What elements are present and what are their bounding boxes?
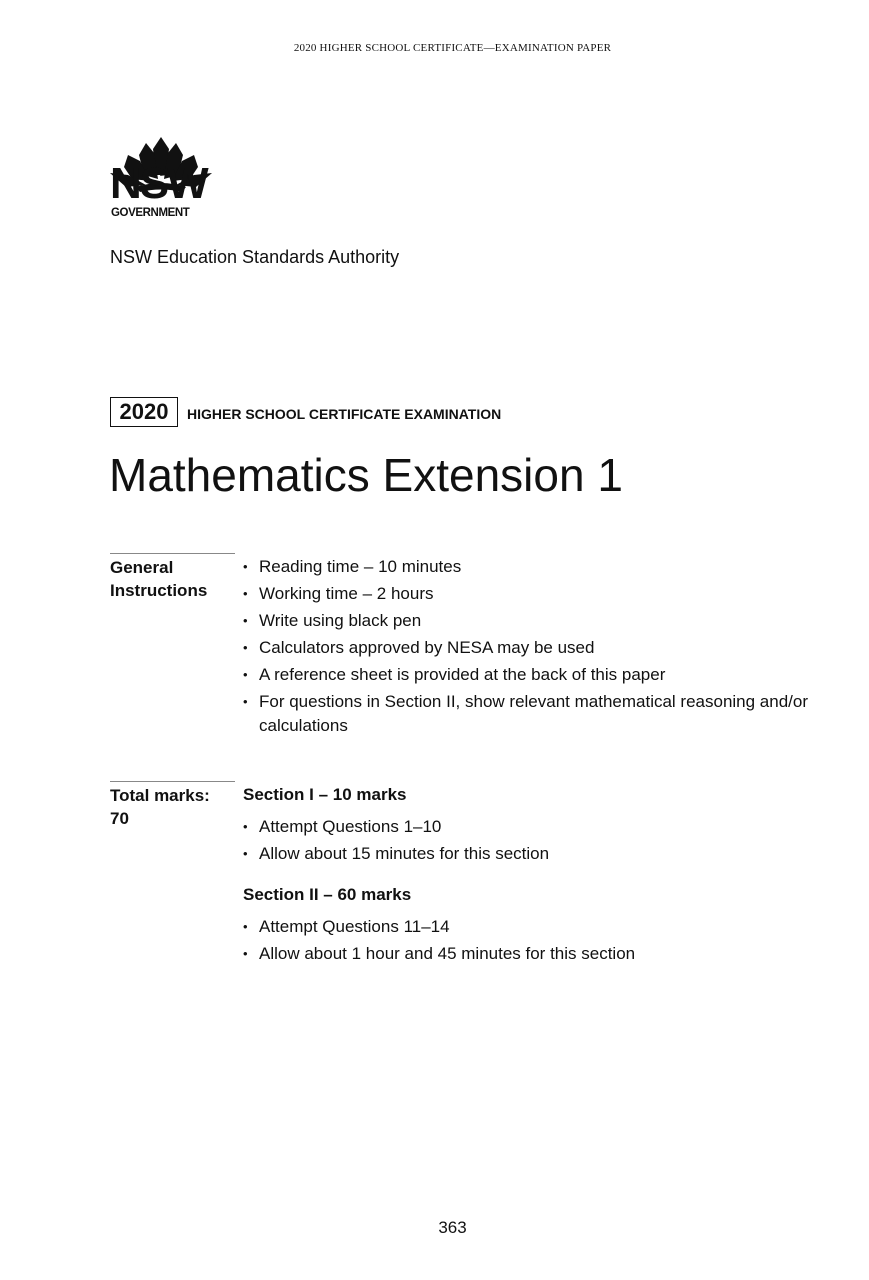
exam-name: HIGHER SCHOOL CERTIFICATE EXAMINATION [187, 406, 502, 422]
section-1-heading: Section I – 10 marks [243, 785, 407, 804]
section-2-list [243, 913, 823, 967]
logo-government-text: GOVERNMENT [111, 207, 190, 219]
total-marks-label [110, 784, 210, 830]
list-item: • Calculators approved by NESA may be used [243, 634, 823, 661]
list-item: • Allow about 1 hour and 45 minutes for this section [243, 940, 823, 967]
list-item: • For questions in Section II, show relevant mathematical reasoning and/or calculations [243, 688, 823, 738]
running-header: 2020 HIGHER SCHOOL CERTIFICATE—EXAMINATION PAPER [293, 42, 612, 54]
logo-nsw-text: NSW [110, 159, 207, 208]
label-line: 70 [110, 809, 129, 828]
page-title: Mathematics Extension 1 [109, 449, 623, 501]
list-item: • Allow about 15 minutes for this section [243, 840, 823, 867]
page-number: 363 [438, 1218, 467, 1237]
label-line: Instructions [110, 581, 208, 600]
list-item: • Attempt Questions 1–10 [243, 813, 823, 840]
general-instructions-list [243, 553, 823, 738]
list-item: • Write using black pen [243, 607, 823, 634]
list-item: • Reading time – 10 minutes [243, 553, 823, 580]
year-box: 2020 [110, 397, 178, 427]
label-line: General [110, 558, 174, 577]
list-item: • Attempt Questions 11–14 [243, 913, 823, 940]
section-2-heading: Section II – 60 marks [243, 885, 412, 904]
section-1-list [243, 813, 823, 867]
list-item: • Working time – 2 hours [243, 580, 823, 607]
authority-name: NSW Education Standards Authority [110, 247, 400, 267]
divider [110, 781, 235, 782]
general-instructions-label [110, 556, 207, 602]
divider [110, 553, 235, 554]
list-item: • A reference sheet is provided at the back of this paper [243, 661, 823, 688]
label-line: Total marks: [110, 786, 210, 805]
